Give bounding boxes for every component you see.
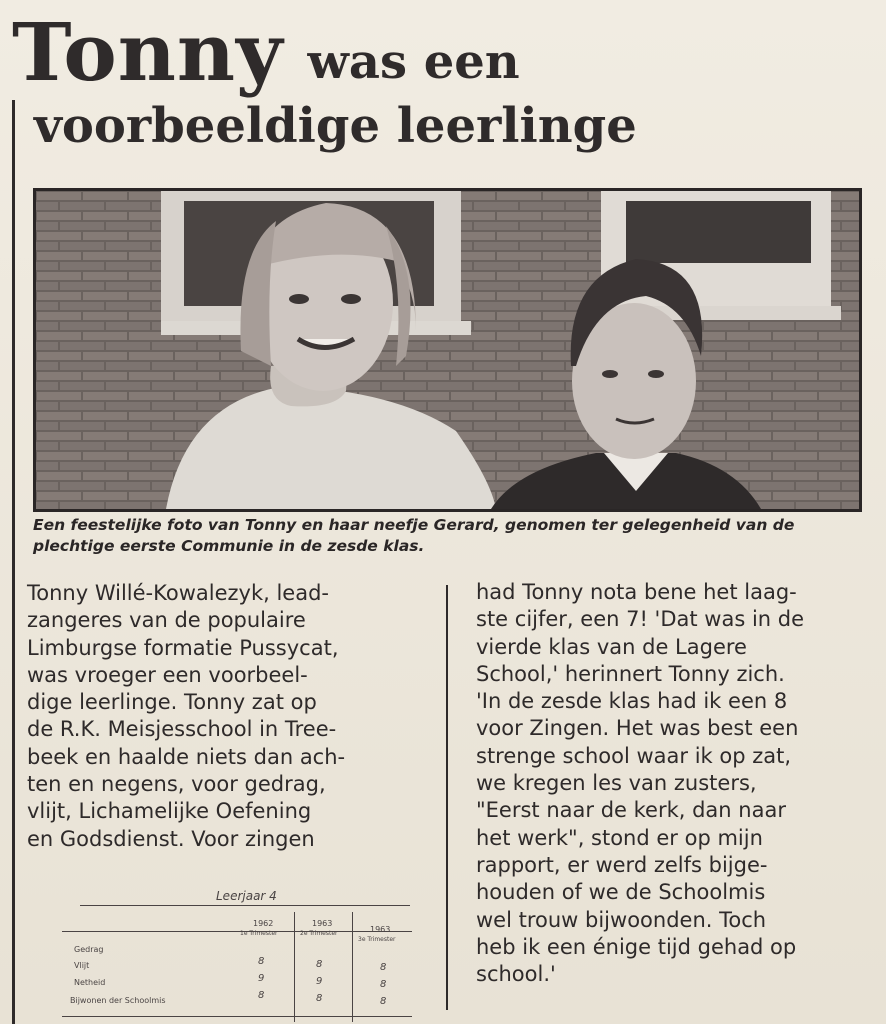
report-grade: 8 [258, 990, 265, 1001]
report-rule [294, 912, 295, 1022]
report-col-term: 2e Trimester [300, 930, 338, 937]
report-grade: 8 [380, 996, 387, 1007]
article-line: ste cijfer, een 7! 'Dat was in de [476, 607, 805, 632]
article-line: vlijt, Lichamelijke Oefening [27, 799, 312, 824]
report-col-term: 3e Trimester [358, 936, 396, 943]
report-grade: 8 [316, 959, 323, 970]
report-title: Leerjaar 4 [216, 889, 277, 903]
article-line: heb ik een énige tijd gehad op [476, 934, 797, 959]
article-line: dige leerlinge. Tonny zat op [27, 690, 317, 715]
report-row-label: Bijwonen der Schoolmis [70, 996, 166, 1005]
headline-part-2: voorbeeldige leerlinge [34, 98, 637, 154]
article-line: en Godsdienst. Voor zingen [27, 826, 315, 851]
article-line: was vroeger een voorbeel- [27, 662, 308, 687]
report-card-excerpt [62, 888, 422, 1024]
report-rule [62, 931, 412, 932]
photo-illustration [36, 191, 859, 509]
report-row-label: Gedrag [74, 945, 104, 954]
report-grade: 8 [380, 962, 387, 973]
article-column-right [476, 579, 876, 988]
left-margin-rule [12, 100, 15, 1024]
report-col-year: 1963 [370, 925, 391, 934]
report-grade: 8 [258, 956, 265, 967]
article-line: rapport, er werd zelfs bijge- [476, 852, 768, 877]
report-col-term: 1e Trimester [240, 930, 278, 937]
report-row-label: Vlijt [74, 961, 90, 970]
article-line: vierde klas van de Lagere [476, 634, 747, 659]
article-line: de R.K. Meisjesschool in Tree- [27, 717, 337, 742]
report-col-year: 1962 [253, 919, 274, 928]
headline [12, 5, 872, 154]
article-line: houden of we de Schoolmis [476, 880, 766, 905]
article-line: wel trouw bijwoonden. Toch [476, 907, 767, 932]
report-rule [62, 1016, 412, 1017]
article-line: we kregen les van zusters, [476, 771, 757, 796]
report-rule [80, 905, 410, 906]
report-grade: 8 [380, 979, 387, 990]
article-line: School,' herinnert Tonny zich. [476, 661, 785, 686]
communion-photo [33, 188, 862, 512]
article-line: het werk", stond er op mijn [476, 825, 763, 850]
article-line: had Tonny nota bene het laag- [476, 580, 797, 604]
article-column-left [27, 580, 432, 853]
report-grade: 9 [316, 976, 323, 987]
article-line: zangeres van de populaire [27, 608, 306, 633]
article-line: 'In de zesde klas had ik een 8 [476, 689, 788, 714]
headline-name: Tonny [12, 5, 284, 99]
article-line: Tonny Willé-Kowalezyk, lead- [27, 581, 329, 605]
article-line: Limburgse formatie Pussycat, [27, 635, 339, 660]
column-divider [446, 585, 448, 1010]
report-rule [352, 912, 353, 1022]
headline-part-1: was een [307, 34, 520, 90]
article-line: beek en haalde niets dan ach- [27, 744, 346, 769]
article-line: "Eerst naar de kerk, dan naar [476, 798, 786, 823]
report-grade: 8 [316, 993, 323, 1004]
article-line: school.' [476, 962, 556, 987]
article-line: strenge school waar ik op zat, [476, 743, 792, 768]
report-row-label: Netheid [74, 978, 106, 987]
report-col-year: 1963 [312, 919, 333, 928]
report-grade: 9 [258, 973, 265, 984]
photo-caption: Een feestelijke foto van Tonny en haar neefje Gerard, genomen ter gelegenheid van de plechtige eerste Communie in de zesde klas. [33, 516, 795, 555]
article-line: voor Zingen. Het was best een [476, 716, 799, 741]
article-line: ten en negens, voor gedrag, [27, 772, 326, 797]
